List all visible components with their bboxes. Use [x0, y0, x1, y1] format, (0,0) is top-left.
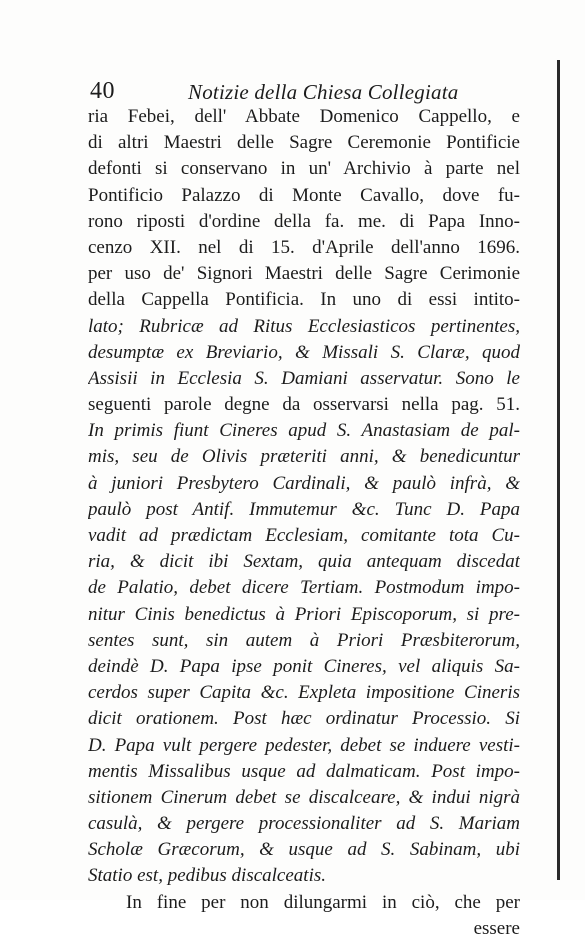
quote-line: Statio est, pedibus discalceatis.: [88, 865, 327, 887]
text-line: ria Febei, dell' Abbate Domenico Cappello, e: [88, 106, 520, 127]
quote-line: mentis Missalibus usque ad dalmaticam. Post impo-: [88, 760, 520, 782]
closing-line: In fine per non dilungarmi in ciò, che per: [126, 891, 520, 913]
text-line: della Cappella Pontificia. In uno di essi intito-: [88, 289, 520, 311]
text-line: Assisii in Ecclesia S. Damiani asservatur. Sono le: [88, 367, 520, 389]
quote-line: mis, seu de Olivis præteriti anni, & benedicuntur: [88, 446, 520, 468]
quote-line: In primis fiunt Cineres apud S. Anastasiam de pal-: [88, 420, 520, 442]
quote-line: deindè D. Papa ipse ponit Cineres, vel aliquis Sa-: [88, 655, 520, 677]
quote-line: dicit orationem. Post hæc ordinatur Processio. Si: [88, 708, 520, 730]
quote-line: paulò post Antif. Immutemur &c. Tunc D. Papa: [88, 498, 520, 520]
page-edge-line: [557, 60, 560, 880]
text-line: rono riposti d'ordine della fa. me. di Papa Inno-: [88, 210, 520, 232]
catchword: essere: [473, 917, 520, 939]
text-line: cenzo XII. nel di 15. d'Aprile dell'anno 1696.: [88, 236, 520, 258]
text-line: defonti si conservano in un' Archivio à parte nel: [88, 158, 520, 180]
quote-line: vadit ad prædictam Ecclesiam, comitante tota Cu-: [88, 525, 520, 546]
quote-line: nitur Cinis benedictus à Priori Episcoporum, si pre-: [88, 603, 520, 625]
text-line: per uso de' Signori Maestri delle Sagre Cerimonie: [88, 263, 520, 285]
quote-line: cerdos super Capita &c. Expleta impositione Cineris: [88, 682, 520, 704]
page-number: 40: [90, 78, 115, 104]
body-text: [88, 104, 520, 942]
text-line: desumptæ ex Breviario, & Missali S. Claræ, quod: [88, 341, 520, 363]
text-line: lato; Rubricæ ad Ritus Ecclesiasticos pertinentes,: [88, 315, 520, 337]
quote-line: D. Papa vult pergere pedester, debet se induere vesti-: [88, 734, 520, 756]
quote-line: sentes sunt, sin autem à Priori Præsbiterorum,: [88, 629, 520, 651]
text-line: seguenti parole degne da osservarsi nella pag. 51.: [88, 394, 520, 416]
quote-line: sitionem Cinerum debet se discalceare, & indui nigrà: [88, 786, 520, 808]
quote-line: ria, & dicit ibi Sextam, quia antequam discedat: [88, 551, 520, 573]
text-line: di altri Maestri delle Sagre Ceremonie Pontificie: [88, 132, 520, 154]
text-line: Pontificio Palazzo di Monte Cavallo, dove fu-: [88, 184, 520, 206]
quote-line: Scholæ Græcorum, & usque ad S. Sabinam, ubi: [88, 839, 520, 861]
running-title: Notizie della Chiesa Collegiata: [188, 80, 459, 104]
quote-line: casulà, & pergere processionaliter ad S. Mariam: [88, 813, 520, 835]
quote-line: à juniori Presbytero Cardinali, & paulò infrà, &: [88, 472, 520, 494]
quote-line: de Palatio, debet dicere Tertiam. Postmodum impo-: [88, 577, 520, 599]
